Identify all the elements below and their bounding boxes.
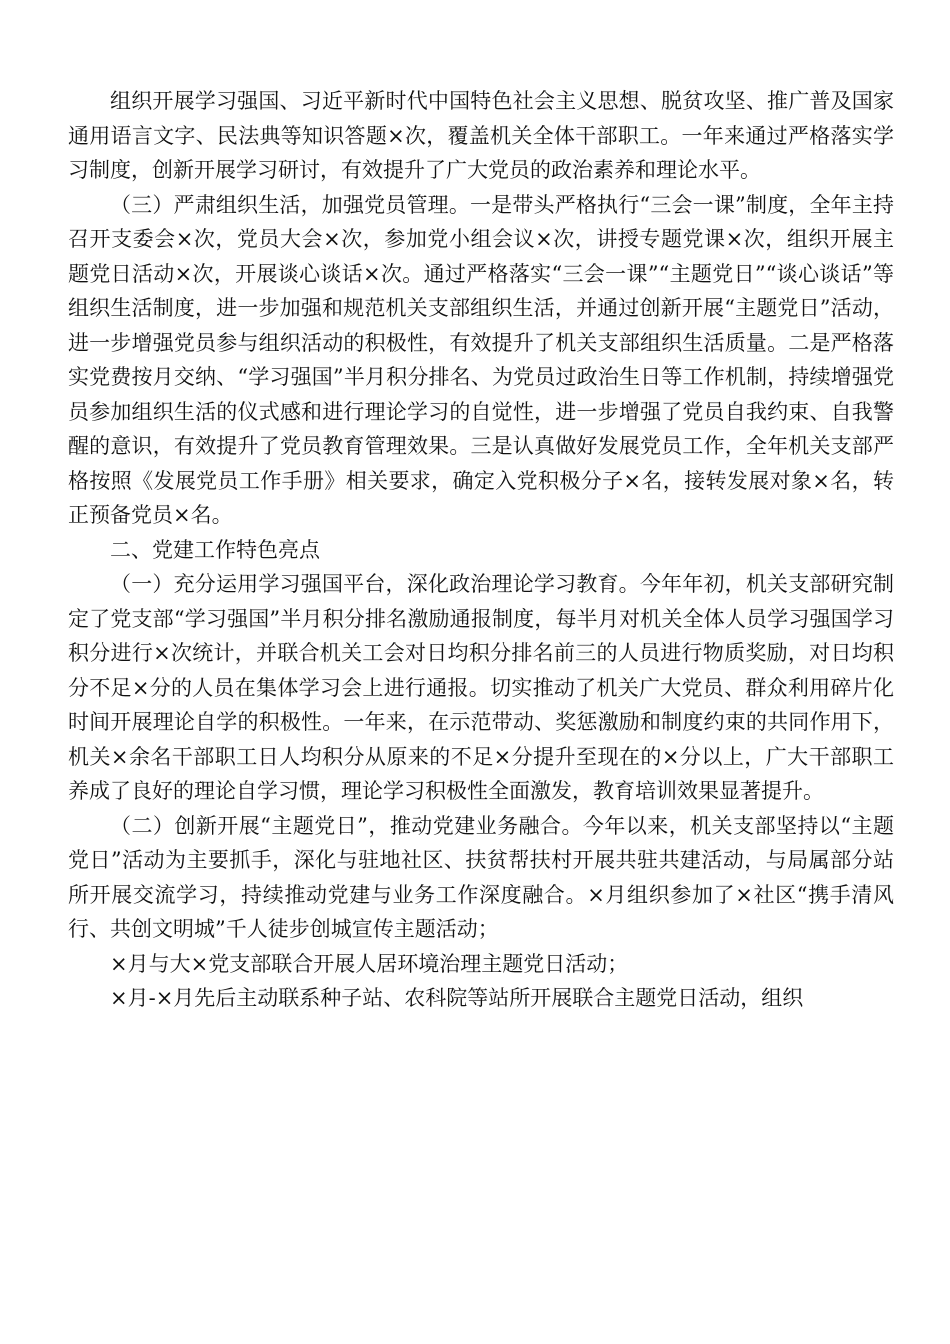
paragraph-theme-party-day: （二）创新开展“主题党日”，推动党建业务融合。今年以来，机关支部坚持以“主题党日”活动为主要抓手，深化与驻地社区、扶贫帮扶村开展共驻共建活动，与局属部分站所开展交流学习，持续推动党建与业务工作深度融合。×月组织参加了×社区“携手清风行、共创文明城”千人徒步创城宣传主题活动； [68,813,894,941]
paragraph-station-activities: ×月-×月先后主动联系种子站、农科院等站所开展联合主题党日活动，组织 [110,986,804,1010]
paragraph-study-platform: （一）充分运用学习强国平台，深化政治理论学习教育。今年年初，机关支部研究制定了党支部“学习强国”半月积分排名激励通报制度，每半月对机关全体人员学习强国学习积分进行×次统计，并联合机关工会对日均积分排名前三的人员进行物质奖励，对日均积分不足×分的人员在集体学习会上进行通报。切实推动了机关广大党员、群众利用碎片化时间开展理论自学的积极性。一年来，在示范带动、奖惩激励和制度约束的共同作用下，机关×余名干部职工日人均积分从原来的不足×分提升至现在的×分以上，广大干部职工养成了良好的理论自学习惯，理论学习积极性全面激发，教育培训效果显著提升。 [68,572,894,803]
paragraph-joint-activity: ×月与大×党支部联合开展人居环境治理主题党日活动； [110,951,629,976]
section-heading-highlights: 二、党建工作特色亮点 [110,537,320,562]
document-page [68,84,894,1016]
paragraph-study-activities: 组织开展学习强国、习近平新时代中国特色社会主义思想、脱贫攻坚、推广普及国家通用语言文字、民法典等知识答题×次，覆盖机关全体干部职工。一年来通过严格落实学习制度，创新开展学习研讨，有效提升了广大党员的政治素养和理论水平。 [68,89,894,182]
paragraph-organization-life: （三）严肃组织生活，加强党员管理。一是带头严格执行“三会一课”制度，全年主持召开支委会×次，党员大会×次，参加党小组会议×次，讲授专题党课×次，组织开展主题党日活动×次，开展谈心谈话×次。通过严格落实“三会一课”“主题党日”“谈心谈话”等组织生活制度，进一步加强和规范机关支部组织生活，并通过创新开展“主题党日”活动，进一步增强党员参与组织活动的积极性，有效提升了机关支部组织生活质量。二是严格落实党费按月交纳、“学习强国”半月积分排名、为党员过政治生日等工作机制，持续增强党员参加组织生活的仪式感和进行理论学习的自觉性，进一步增强了党员自我约束、自我警醒的意识，有效提升了党员教育管理效果。三是认真做好发展党员工作，全年机关支部严格按照《发展党员工作手册》相关要求，确定入党积极分子×名，接转发展对象×名，转正预备党员×名。 [68,192,894,527]
